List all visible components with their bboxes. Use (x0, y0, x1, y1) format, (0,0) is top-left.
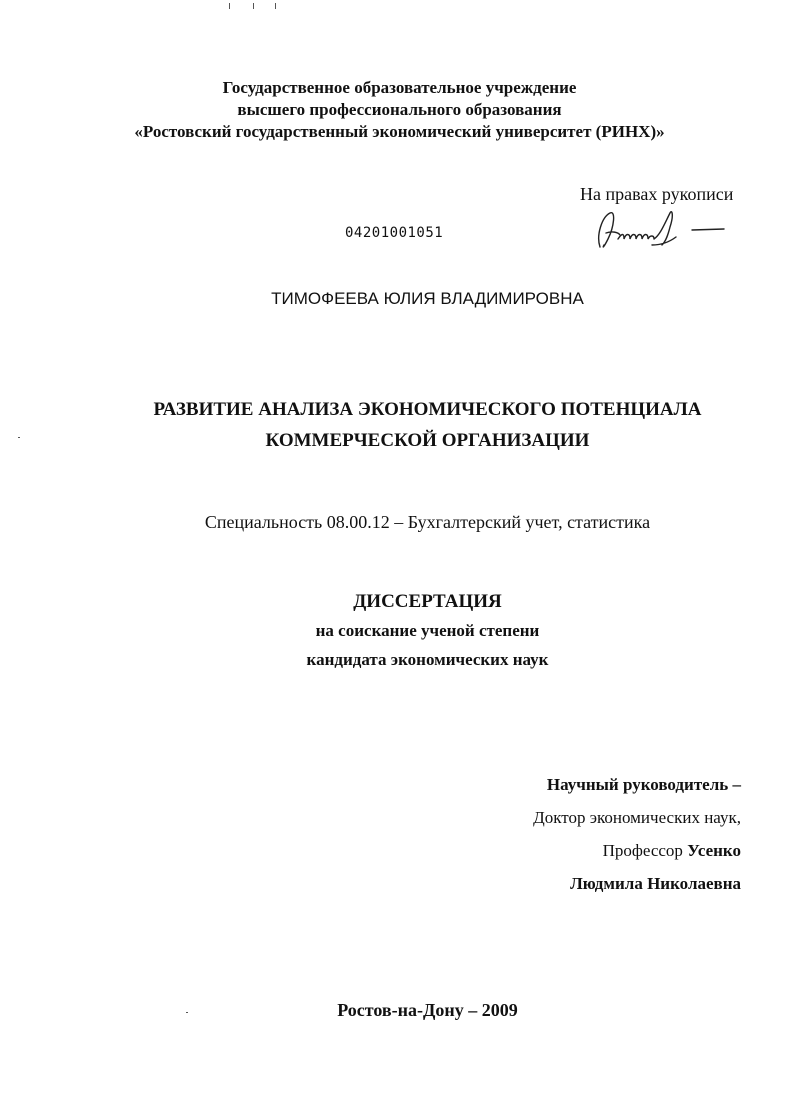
thesis-title-line-2: КОММЕРЧЕСКОЙ ОРГАНИЗАЦИИ (265, 430, 590, 451)
supervisor-title-line (533, 834, 741, 867)
city-year: Ростов-на-Дону – 2009 (337, 1000, 518, 1020)
author-name: ТИМОФЕЕВА ЮЛИЯ ВЛАДИМИРОВНА (271, 289, 584, 308)
scan-speck (253, 3, 254, 9)
thesis-title (0, 394, 799, 456)
document-number: 04201001051 (345, 225, 444, 241)
degree-line-1: на соискание ученой степени (315, 621, 540, 640)
institution-header (0, 77, 799, 143)
supervisor-given-names: Людмила Николаевна (570, 874, 741, 893)
supervisor-title-prefix: Профессор (602, 841, 683, 860)
scan-speck (275, 3, 276, 9)
thesis-title-line-1: РАЗВИТИЕ АНАЛИЗА ЭКОНОМИЧЕСКОГО ПОТЕНЦИАЛА (153, 399, 702, 420)
manuscript-note: На правах рукописи (580, 184, 734, 204)
supervisor-surname: Усенко (687, 841, 741, 860)
supervisor-degree: Доктор экономических наук, (533, 808, 741, 827)
degree-line-2: кандидата экономических наук (306, 650, 549, 669)
institution-line-1: Государственное образовательное учреждение (222, 78, 577, 97)
institution-line-2: высшего профессионального образования (237, 100, 562, 119)
supervisor-heading: Научный руководитель – (546, 775, 741, 794)
signature-icon (590, 205, 730, 260)
supervisor-block (533, 768, 741, 900)
scan-speck (229, 3, 230, 9)
degree-type: ДИССЕРТАЦИЯ (353, 591, 502, 612)
institution-line-3: «Ростовский государственный экономический университет (РИНХ)» (134, 122, 665, 141)
degree-block (0, 588, 799, 674)
specialty: Специальность 08.00.12 – Бухгалтерский учет, статистика (204, 512, 651, 532)
